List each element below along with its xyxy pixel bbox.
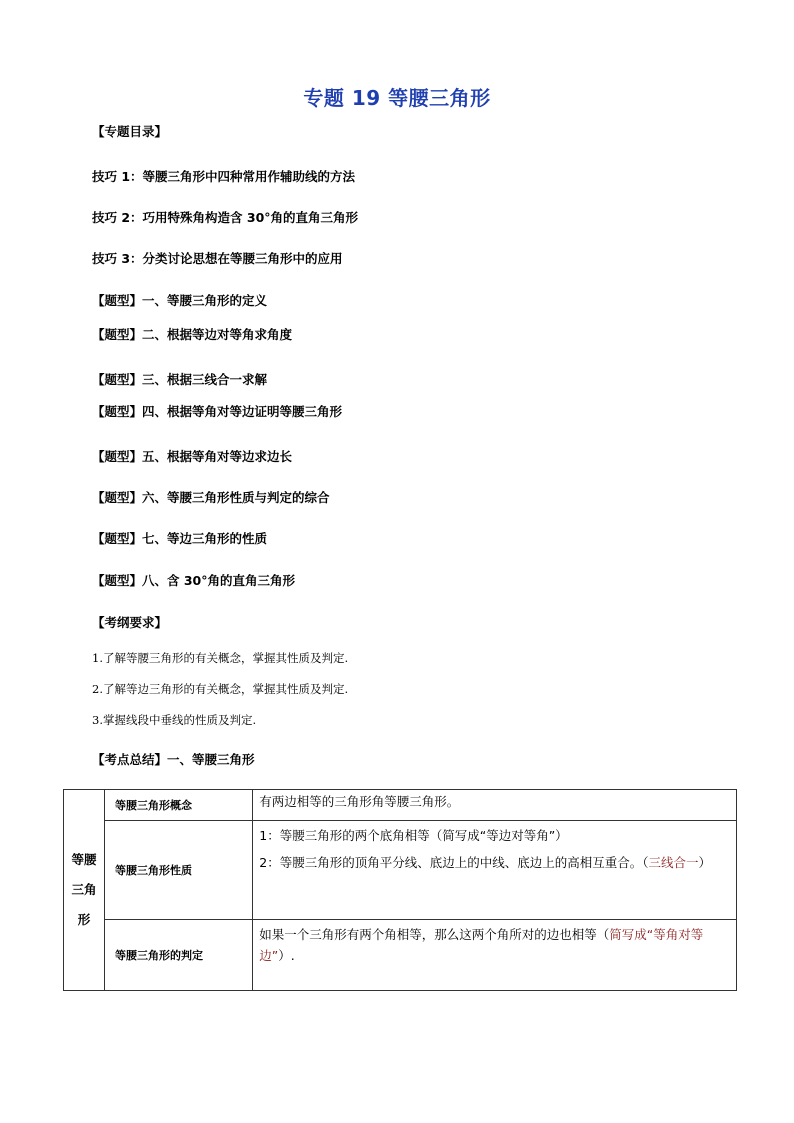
requirements-heading: 【考纲要求】 — [92, 615, 168, 630]
property-line-2 — [259, 852, 730, 873]
category-char-2: 三角 — [71, 882, 97, 897]
requirement-item-1: 1.了解等腰三角形的有关概念，掌握其性质及判定. — [92, 651, 349, 665]
category-cell — [64, 790, 105, 991]
judgement-highlight: 简写成“等角对等边” — [259, 927, 704, 963]
property-line-2-tail: ） — [698, 855, 712, 870]
property-line-2-main: 2：等腰三角形的顶角平分线、底边上的中线、底边上的高相互重合。（ — [259, 855, 649, 870]
type-item-6: 【题型】六、等腰三角形性质与判定的综合 — [92, 490, 330, 505]
type-item-2: 【题型】二、根据等边对等角求角度 — [92, 327, 293, 342]
judgement-name-cell: 等腰三角形的判定 — [105, 920, 253, 991]
skill-item-2: 技巧 2：巧用特殊角构造含 30°角的直角三角形 — [92, 210, 359, 225]
judgement-tail: ）. — [278, 948, 295, 963]
page-title: 专题 19 等腰三角形 — [303, 86, 491, 110]
requirement-item-2: 2.了解等边三角形的有关概念，掌握其性质及判定. — [92, 682, 349, 696]
type-item-1: 【题型】一、等腰三角形的定义 — [92, 293, 268, 308]
category-char-1: 等腰 — [71, 852, 97, 867]
concept-content-cell: 有两边相等的三角形角等腰三角形。 — [253, 790, 737, 821]
concept-name-cell: 等腰三角形概念 — [105, 790, 253, 821]
type-item-3: 【题型】三、根据三线合一求解 — [92, 372, 268, 387]
toc-heading: 【专题目录】 — [92, 124, 168, 139]
category-char-3: 形 — [77, 912, 91, 927]
property-name-cell: 等腰三角形性质 — [105, 821, 253, 920]
skill-item-3: 技巧 3：分类讨论思想在等腰三角形中的应用 — [92, 251, 343, 266]
property-content-cell — [253, 821, 737, 920]
skill-item-1: 技巧 1：等腰三角形中四种常用作辅助线的方法 — [92, 169, 356, 184]
table-row — [64, 920, 737, 991]
table-row — [64, 790, 737, 821]
type-item-5: 【题型】五、根据等角对等边求边长 — [92, 449, 293, 464]
judgement-content-cell — [253, 920, 737, 991]
type-item-8: 【题型】八、含 30°角的直角三角形 — [92, 573, 295, 588]
type-item-7: 【题型】七、等边三角形的性质 — [92, 531, 268, 546]
table-row — [64, 821, 737, 920]
summary-table — [63, 789, 737, 991]
type-item-4: 【题型】四、根据等角对等边证明等腰三角形 — [92, 404, 343, 419]
judgement-main: 如果一个三角形有两个角相等，那么这两个角所对的边也相等（ — [259, 927, 610, 942]
property-line-2-highlight: 三线合一 — [648, 855, 699, 870]
property-line-1: 1：等腰三角形的两个底角相等（简写成“等边对等角”） — [259, 828, 568, 843]
summary-heading: 【考点总结】一、等腰三角形 — [92, 752, 255, 767]
requirement-item-3: 3.掌握线段中垂线的性质及判定. — [92, 713, 257, 727]
